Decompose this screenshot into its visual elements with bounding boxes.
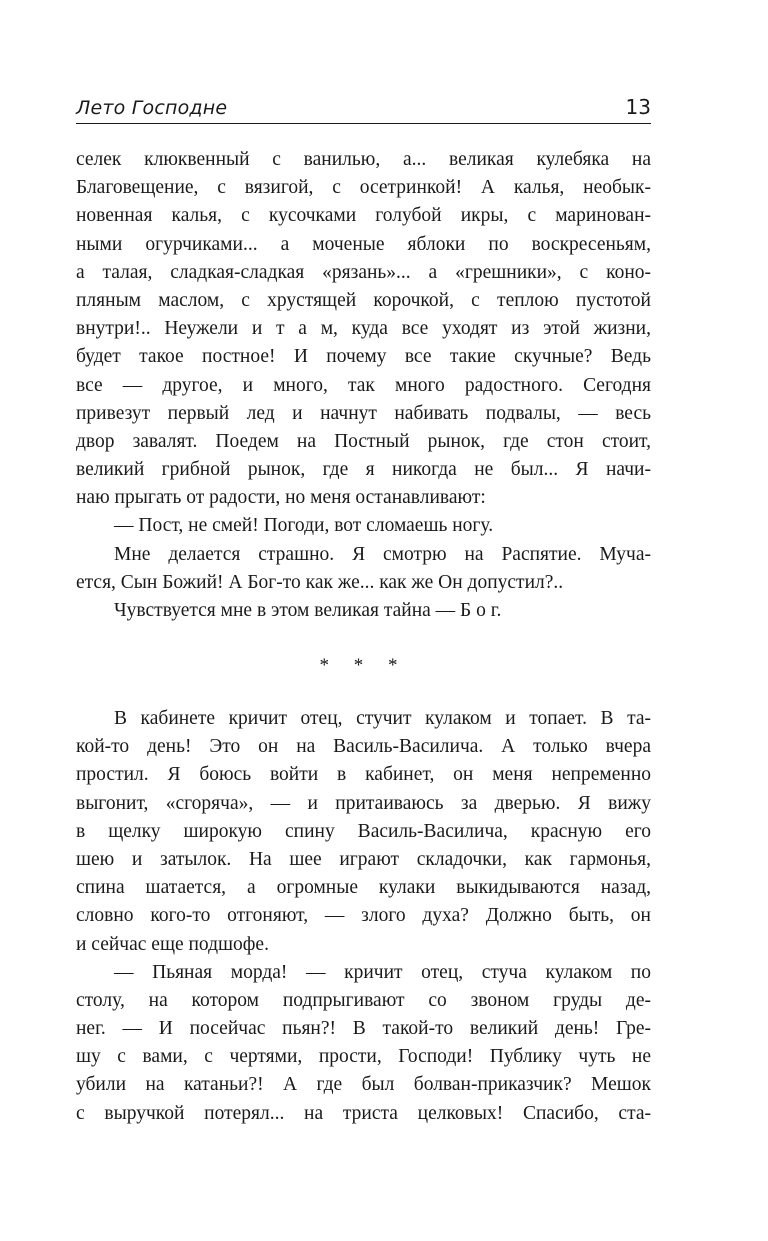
text-line: шею и затылок. На шее играют складочки, как гармонья, xyxy=(76,848,651,870)
text-line: Благовещение, с вязигой, с осетринкой! А калья, необык- xyxy=(76,177,651,199)
text-block-second xyxy=(76,705,651,1128)
dialogue-line: — Пост, не смей! Погоди, вот сломаешь ногу. xyxy=(114,515,494,537)
text-line: Мне делается страшно. Я смотрю на Распятие. Муча- xyxy=(114,543,651,565)
text-line: столу, на котором подпрыгивают со звоном груды де- xyxy=(76,989,651,1011)
running-header xyxy=(76,93,651,124)
text-line: селек клюквенный с ванилью, а... великая кулебяка на xyxy=(76,149,651,170)
page-number: 13 xyxy=(625,95,651,119)
text-line: а талая, сладкая-сладкая «рязань»... а «грешники», с коно- xyxy=(76,261,651,283)
book-title: Лето Господне xyxy=(76,97,228,119)
text-line: словно кого-то отгоняют, — злого духа? Должно быть, он xyxy=(76,905,651,927)
text-line: с выручкой потерял... на триста целковых! Спасибо, ста- xyxy=(76,1102,651,1124)
text-line: В кабинете кричит отец, стучит кулаком и топает. В та- xyxy=(114,708,651,729)
text-line: двор завалят. Поедем на Постный рынок, где стон стоит, xyxy=(76,430,651,452)
text-line: новенная калья, с кусочками голубой икры, с маринован- xyxy=(76,205,651,227)
book-page xyxy=(76,0,651,1241)
text-line: внутри!.. Неужели и т а м, куда все уходят из этой жизни, xyxy=(76,318,651,340)
text-line: в щелку широкую спину Василь-Василича, красную его xyxy=(76,820,651,842)
text-line: будет такое постное! И почему все такие скучные? Ведь xyxy=(76,346,651,368)
text-block-first xyxy=(76,146,651,625)
text-line: кой-то день! Это он на Василь-Василича. А только вчера xyxy=(76,736,651,758)
text-line: привезут первый лед и начнут набивать подвалы, — весь xyxy=(76,402,651,424)
text-line: убили на катаньи?! А где был болван-приказчик? Мешок xyxy=(76,1074,651,1096)
text-line: Чувствуется мне в этом великая тайна — Б о г. xyxy=(114,600,502,621)
text-line: все — другое, и много, так много радостного. Сегодня xyxy=(76,374,651,396)
text-line: шу с вами, с чертями, прости, Господи! Публику чуть не xyxy=(76,1046,651,1068)
text-line: пляным маслом, с хрустящей корочкой, с теплою пустотой xyxy=(76,289,651,311)
section-separator: * * * xyxy=(319,655,408,676)
text-line: выгонит, «сгоряча», — и притаиваюсь за дверью. Я вижу xyxy=(76,792,651,814)
text-line: наю прыгать от радости, но меня останавливают: xyxy=(76,487,486,509)
text-line: спина шатается, а огромные кулаки выкидываются назад, xyxy=(76,877,651,899)
text-line: великий грибной рынок, где я никогда не был... Я начи- xyxy=(76,459,651,481)
text-line: ными огурчиками... а моченые яблоки по воскресеньям, xyxy=(76,233,651,255)
text-line: ется, Сын Божий! А Бог-то как же... как же Он допустил?.. xyxy=(76,571,564,593)
text-line: простил. Я боюсь войти в кабинет, он меня непременно xyxy=(76,764,651,786)
dialogue-line: — Пьяная морда! — кричит отец, стуча кулаком по xyxy=(114,961,651,983)
text-line: и сейчас еще подшофе. xyxy=(76,933,269,955)
text-line: нег. — И посейчас пьян?! В такой-то великий день! Гре- xyxy=(76,1018,651,1040)
